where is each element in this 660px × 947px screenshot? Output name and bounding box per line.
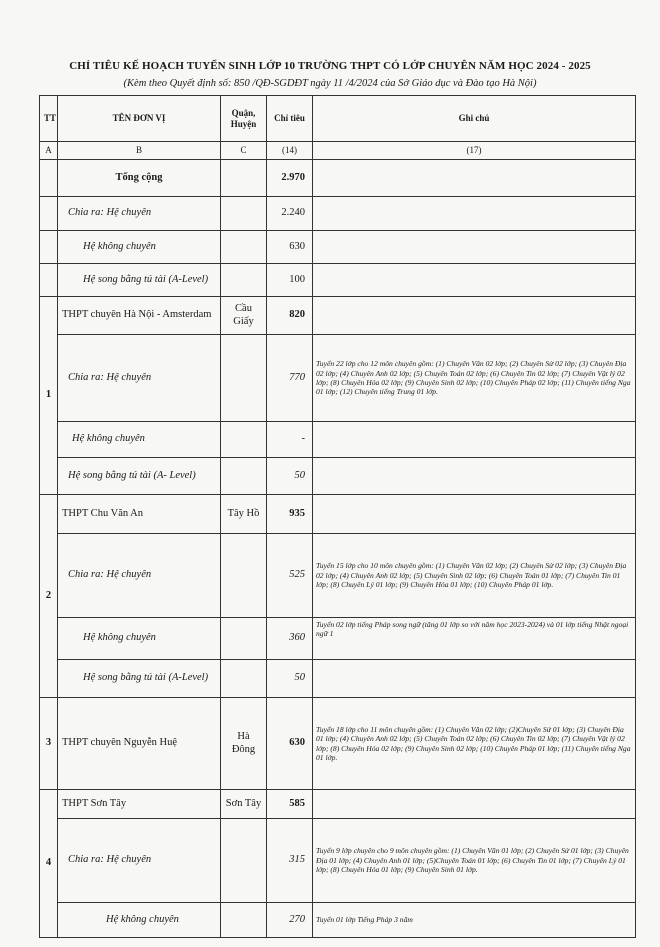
table-row [40,231,636,264]
school-1-nongifted-label: Hệ không chuyên [58,422,221,458]
school-4-gifted-note: Tuyển 9 lớp chuyên cho 9 môn chuyên gồm: (1) Chuyên Văn 01 lớp; (2) Chuyên Sử 01 lớp; (3) Chuyên Địa 01 lớp; (4) Chuyên Anh 01 lớp; (5)Chuyên Toán 01 lớp; (6) Chuyên Tin 01 lớp; (7) Chuyên Lý 01 lớp; (8) Chuyên Hóa 01 lớp; (9) Chuyên Sinh 01 lớp. [313,819,636,903]
school-2-total: 935 [267,495,313,534]
school-1-alevel-value: 50 [267,458,313,495]
school-1-gifted-value: 770 [267,335,313,422]
school-2-gifted-note: Tuyển 15 lớp cho 10 môn chuyên gồm: (1) Chuyên Văn 02 lớp; (2) Chuyên Sử 02 lớp; (3) Chuyên Địa 02 lớp; (4) Chuyên Anh 02 lớp; (5) Chuyên Sinh 02 lớp; (6) Chuyên Toán 01 lớp; (7) Chuyên Tin 01 lớp; (8) Chuyên Lý 01 lớp; (9) Chuyên Hóa 01 lớp; (10) Chuyên Pháp 01 lớp. [313,534,636,618]
document-subtitle: (Kèm theo Quyết định số: 850 /QĐ-SGDĐT ngày 11 /4/2024 của Sở Giáo dục và Đào tạo Hà Nội) [123,78,537,89]
school-4-tt: 4 [40,790,58,938]
school-2-nongifted-value: 360 [267,618,313,660]
school-2-tt: 2 [40,495,58,698]
table-row [40,197,636,231]
school-3-tt: 3 [40,698,58,790]
document-title: CHỈ TIÊU KẾ HOẠCH TUYỂN SINH LỚP 10 TRƯỜNG THPT CÓ LỚP CHUYÊN NĂM HỌC 2024 - 2025 [69,60,591,72]
table-row [40,495,636,534]
school-4-gifted-label: Chia ra: Hệ chuyên [58,819,221,903]
table-row [40,534,636,618]
school-2-gifted-value: 525 [267,534,313,618]
school-1-name: THPT chuyên Hà Nội - Amsterdam [58,297,221,335]
header-tt: TT [40,96,58,142]
school-3-district: Hà Đông [221,698,267,790]
table-row [40,819,636,903]
summary-alevel-value: 100 [267,264,313,297]
school-2-district: Tây Hồ [221,495,267,534]
summary-nongifted-value: 630 [267,231,313,264]
table-row [40,422,636,458]
school-3-name: THPT chuyên Nguyễn Huệ [58,698,221,790]
table-header-row [40,96,636,142]
table-row [40,458,636,495]
summary-gifted-label: Chia ra: Hệ chuyên [58,197,221,231]
school-4-total: 585 [267,790,313,819]
table-row [40,264,636,297]
summary-alevel-label: Hệ song bằng tú tài (A-Level) [58,264,221,297]
letter-name: B [58,142,221,160]
school-3-total: 630 [267,698,313,790]
table-row [40,160,636,197]
summary-gifted-value: 2.240 [267,197,313,231]
table-row [40,660,636,698]
enrollment-table [39,95,636,938]
school-4-name: THPT Sơn Tây [58,790,221,819]
school-4-nongifted-label: Hệ không chuyên [58,903,221,938]
school-1-tt: 1 [40,297,58,495]
school-1-gifted-note: Tuyển 22 lớp cho 12 môn chuyên gồm: (1) Chuyên Văn 02 lớp; (2) Chuyên Sử 02 lớp; (3) Chuyên Địa 02 lớp; (4) Chuyên Anh 02 lớp; (5) Chuyên Toán 02 lớp; (6) Chuyên Tin 02 lớp; (7) Chuyên Vật lý 02 lớp; (8) Chuyên Hóa 02 lớp; (9) Chuyên Sinh 02 lớp; (10) Chuyên Pháp 02 lớp; (11) Chuyên tiếng Nga 01 lớp; (12) Chuyên tiếng Trung 01 lớp. [313,335,636,422]
school-4-nongifted-value: 270 [267,903,313,938]
total-value: 2.970 [267,160,313,197]
school-4-nongifted-note: Tuyển 01 lớp Tiếng Pháp 3 năm [313,903,636,938]
school-2-name: THPT Chu Văn An [58,495,221,534]
school-2-alevel-value: 50 [267,660,313,698]
letter-district: C [221,142,267,160]
school-2-alevel-label: Hệ song bằng tú tài (A-Level) [58,660,221,698]
header-target: Chỉ tiêu [267,96,313,142]
table-row [40,790,636,819]
school-1-nongifted-value: - [267,422,313,458]
letter-note: (17) [313,142,636,160]
school-2-nongifted-label: Hệ không chuyên [58,618,221,660]
school-2-nongifted-note: Tuyển 02 lớp tiếng Pháp song ngữ (tăng 01 lớp so với năm học 2023-2024) và 01 lớp tiếng Nhật ngoại ngữ 1 [313,618,636,660]
school-1-total: 820 [267,297,313,335]
school-4-district: Sơn Tây [221,790,267,819]
school-3-note: Tuyển 18 lớp cho 11 môn chuyên gồm: (1) Chuyên Văn 02 lớp; (2)Chuyên Sử 01 lớp; (3) Chuyên Địa 01 lớp; (4) Chuyên Anh 02 lớp; (5) Chuyên Toán 02 lớp; (6) Chuyên Tin 02 lớp; (7) Chuyên Vật lý 02 lớp; (8) Chuyên Hóa 02 lớp; (9) Chuyên Sinh 02 lớp; (10) Chuyên Pháp 01 lớp; (11) Chuyên tiếng Nga 01 lớp. [313,698,636,790]
header-name: TÊN ĐƠN VỊ [58,96,221,142]
table-row [40,698,636,790]
table-row [40,297,636,335]
letter-tt: A [40,142,58,160]
table-row [40,618,636,660]
table-row [40,903,636,938]
total-label: Tổng cộng [58,160,221,197]
table-letter-row [40,142,636,160]
school-1-gifted-label: Chia ra: Hệ chuyên [58,335,221,422]
school-4-gifted-value: 315 [267,819,313,903]
header-note: Ghi chú [313,96,636,142]
school-1-alevel-label: Hệ song bằng tú tài (A- Level) [58,458,221,495]
table-row [40,335,636,422]
header-district: Quận, Huyện [221,96,267,142]
letter-target: (14) [267,142,313,160]
school-2-gifted-label: Chia ra: Hệ chuyên [58,534,221,618]
school-1-district: Cầu Giấy [221,297,267,335]
summary-nongifted-label: Hệ không chuyên [58,231,221,264]
